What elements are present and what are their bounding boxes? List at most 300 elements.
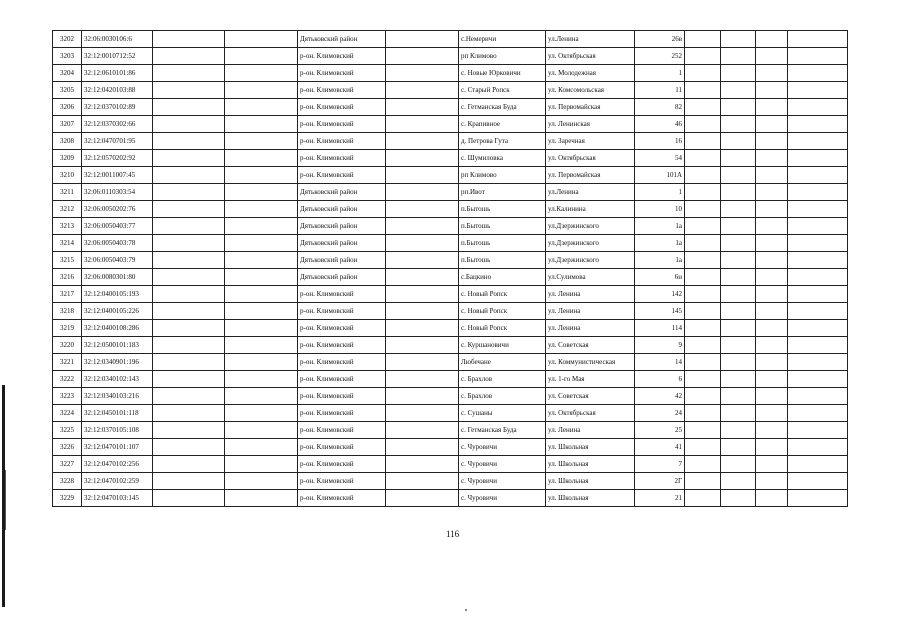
cell-empty: [225, 184, 298, 201]
cell-empty: [225, 167, 298, 184]
cell-cadastral: 32:12:0610101:86: [82, 65, 153, 82]
cell-house: 11: [635, 82, 685, 99]
cell-district: р-он. Климовский: [298, 320, 386, 337]
cell-empty: [153, 65, 225, 82]
cell-empty: [685, 337, 721, 354]
cell-house: 26в: [635, 31, 685, 48]
cell-settlement: с. Брахлов: [459, 388, 546, 405]
table-row: [53, 405, 848, 422]
cell-empty: [153, 473, 225, 490]
cell-settlement: с. Куршановичи: [459, 337, 546, 354]
cell-empty: [788, 320, 848, 337]
cell-empty: [788, 235, 848, 252]
cell-number: 3214: [53, 235, 82, 252]
cell-district: р-он. Климовский: [298, 303, 386, 320]
cell-number: 3205: [53, 82, 82, 99]
cell-empty: [153, 252, 225, 269]
cell-street: ул.Дзержинского: [546, 235, 635, 252]
cell-number: 3217: [53, 286, 82, 303]
cell-house: 114: [635, 320, 685, 337]
table-row: [53, 354, 848, 371]
cell-empty: [153, 48, 225, 65]
cell-cadastral: 32:12:0370102:89: [82, 99, 153, 116]
cell-empty: [721, 167, 756, 184]
cell-empty: [685, 252, 721, 269]
cell-house: 145: [635, 303, 685, 320]
cell-cadastral: 32:12:0340102:143: [82, 371, 153, 388]
cell-settlement: п.Бытошь: [459, 235, 546, 252]
cell-empty: [721, 388, 756, 405]
cell-number: 3215: [53, 252, 82, 269]
cell-settlement: рп.Ивот: [459, 184, 546, 201]
cell-house: 10: [635, 201, 685, 218]
cell-empty: [153, 303, 225, 320]
cell-empty: [788, 99, 848, 116]
cell-empty: [788, 201, 848, 218]
page-number: 116: [446, 529, 460, 539]
cell-district: Дятьковский район: [298, 235, 386, 252]
cell-settlement: с. Гетманская Буда: [459, 422, 546, 439]
cell-empty: [788, 439, 848, 456]
cell-number: 3212: [53, 201, 82, 218]
cell-empty: [685, 48, 721, 65]
cell-settlement: рп Климово: [459, 48, 546, 65]
cell-empty: [386, 320, 459, 337]
cell-house: 2Г: [635, 473, 685, 490]
cell-district: р-он. Климовский: [298, 473, 386, 490]
registry-rows: [53, 31, 848, 507]
cell-district: р-он. Климовский: [298, 150, 386, 167]
cell-empty: [225, 65, 298, 82]
cell-empty: [386, 167, 459, 184]
cell-cadastral: 32:12:0370105:108: [82, 422, 153, 439]
cell-house: 24: [635, 405, 685, 422]
cell-empty: [756, 422, 788, 439]
cell-street: ул. Школьная: [546, 473, 635, 490]
cell-empty: [788, 422, 848, 439]
cell-empty: [756, 354, 788, 371]
cell-empty: [386, 184, 459, 201]
cell-settlement: с. Крапивное: [459, 116, 546, 133]
cell-empty: [225, 405, 298, 422]
table-row: [53, 184, 848, 201]
cell-street: ул.Сулимова: [546, 269, 635, 286]
cell-number: 3229: [53, 490, 82, 507]
cell-empty: [386, 133, 459, 150]
cell-empty: [225, 456, 298, 473]
cell-empty: [386, 490, 459, 507]
cell-empty: [153, 133, 225, 150]
cell-street: ул. Ленина: [546, 303, 635, 320]
cell-empty: [386, 201, 459, 218]
table-row: [53, 31, 848, 48]
cell-empty: [756, 388, 788, 405]
scan-edge-tick: [5, 470, 6, 530]
cell-empty: [225, 388, 298, 405]
table-row: [53, 473, 848, 490]
cell-empty: [225, 422, 298, 439]
table-row: [53, 133, 848, 150]
cell-empty: [721, 184, 756, 201]
cell-district: р-он. Климовский: [298, 286, 386, 303]
cell-cadastral: 32:12:0570202:92: [82, 150, 153, 167]
cell-district: Дятьковский район: [298, 31, 386, 48]
cell-empty: [756, 82, 788, 99]
cell-empty: [685, 354, 721, 371]
cell-house: 9: [635, 337, 685, 354]
cell-empty: [788, 269, 848, 286]
cell-empty: [756, 405, 788, 422]
cell-empty: [788, 405, 848, 422]
cell-district: Дятьковский район: [298, 201, 386, 218]
cell-empty: [756, 150, 788, 167]
cell-empty: [685, 184, 721, 201]
cell-empty: [756, 439, 788, 456]
cell-empty: [721, 286, 756, 303]
cell-house: 1а: [635, 218, 685, 235]
cell-empty: [225, 286, 298, 303]
cell-empty: [225, 320, 298, 337]
cell-cadastral: 32:12:0420103:88: [82, 82, 153, 99]
cell-empty: [685, 456, 721, 473]
cell-empty: [386, 473, 459, 490]
table-row: [53, 65, 848, 82]
cell-street: ул. Октябрьская: [546, 48, 635, 65]
cell-empty: [756, 252, 788, 269]
cell-empty: [225, 490, 298, 507]
cell-cadastral: 32:06:0050403:79: [82, 252, 153, 269]
cell-empty: [788, 82, 848, 99]
cell-empty: [386, 116, 459, 133]
cell-house: 14: [635, 354, 685, 371]
cell-empty: [721, 99, 756, 116]
cell-empty: [756, 116, 788, 133]
table-row: [53, 439, 848, 456]
cell-empty: [788, 456, 848, 473]
cell-empty: [721, 116, 756, 133]
cell-empty: [225, 269, 298, 286]
cell-empty: [225, 150, 298, 167]
cell-number: 3213: [53, 218, 82, 235]
cell-house: 6н: [635, 269, 685, 286]
cell-settlement: с. Чуровичи: [459, 456, 546, 473]
cell-empty: [153, 405, 225, 422]
cell-empty: [685, 269, 721, 286]
cell-cadastral: 32:12:0470103:145: [82, 490, 153, 507]
cell-cadastral: 32:06:0050403:78: [82, 235, 153, 252]
cell-number: 3203: [53, 48, 82, 65]
cell-empty: [756, 269, 788, 286]
cell-settlement: с.Бацкино: [459, 269, 546, 286]
cell-street: ул. Октябрьская: [546, 150, 635, 167]
cell-district: р-он. Климовский: [298, 337, 386, 354]
table-row: [53, 371, 848, 388]
cell-empty: [685, 218, 721, 235]
cell-cadastral: 32:12:0450101:118: [82, 405, 153, 422]
cell-empty: [153, 218, 225, 235]
table-row: [53, 303, 848, 320]
table-row: [53, 252, 848, 269]
cell-empty: [685, 150, 721, 167]
cell-district: р-он. Климовский: [298, 388, 386, 405]
cell-empty: [788, 473, 848, 490]
cell-empty: [225, 354, 298, 371]
cell-number: 3223: [53, 388, 82, 405]
cell-empty: [721, 490, 756, 507]
cell-settlement: с. Сушаны: [459, 405, 546, 422]
table-row: [53, 48, 848, 65]
table-row: [53, 269, 848, 286]
cell-empty: [685, 133, 721, 150]
cell-number: 3225: [53, 422, 82, 439]
cell-empty: [225, 303, 298, 320]
cell-empty: [685, 303, 721, 320]
cell-empty: [386, 235, 459, 252]
cell-cadastral: 32:12:0400105:193: [82, 286, 153, 303]
cell-empty: [386, 48, 459, 65]
cell-empty: [386, 82, 459, 99]
cell-empty: [153, 184, 225, 201]
cell-cadastral: 32:12:0010712:52: [82, 48, 153, 65]
cell-empty: [225, 371, 298, 388]
cell-street: ул. Школьная: [546, 490, 635, 507]
cell-house: 42: [635, 388, 685, 405]
cell-empty: [153, 99, 225, 116]
cell-empty: [386, 456, 459, 473]
cell-settlement: рп Климово: [459, 167, 546, 184]
cell-empty: [788, 354, 848, 371]
cell-number: 3218: [53, 303, 82, 320]
cell-empty: [756, 473, 788, 490]
cell-district: Дятьковский район: [298, 269, 386, 286]
cell-empty: [153, 269, 225, 286]
cell-house: 1а: [635, 235, 685, 252]
cell-empty: [685, 422, 721, 439]
cell-empty: [153, 116, 225, 133]
cell-number: 3216: [53, 269, 82, 286]
cell-empty: [153, 388, 225, 405]
cell-empty: [386, 303, 459, 320]
cell-number: 3226: [53, 439, 82, 456]
cell-district: р-он. Климовский: [298, 82, 386, 99]
cell-district: р-он. Климовский: [298, 99, 386, 116]
cell-cadastral: 32:12:0470101:107: [82, 439, 153, 456]
table-row: [53, 422, 848, 439]
cell-empty: [685, 82, 721, 99]
cell-settlement: с. Новый Ропск: [459, 320, 546, 337]
cell-cadastral: 32:12:0340901:196: [82, 354, 153, 371]
cell-settlement: с. Брахлов: [459, 371, 546, 388]
cell-district: р-он. Климовский: [298, 167, 386, 184]
table-row: [53, 167, 848, 184]
cell-empty: [685, 167, 721, 184]
cell-empty: [153, 201, 225, 218]
cell-empty: [225, 439, 298, 456]
cell-empty: [225, 252, 298, 269]
cell-empty: [788, 65, 848, 82]
cell-empty: [721, 337, 756, 354]
cell-empty: [721, 82, 756, 99]
cell-empty: [721, 456, 756, 473]
cell-settlement: д. Петрова Гута: [459, 133, 546, 150]
cell-empty: [756, 303, 788, 320]
cell-settlement: с. Новые Юрковичи: [459, 65, 546, 82]
cell-cadastral: 32:12:0470701:95: [82, 133, 153, 150]
cell-cadastral: 32:06:0030106:6: [82, 31, 153, 48]
cell-empty: [788, 133, 848, 150]
cell-empty: [153, 439, 225, 456]
table-row: [53, 116, 848, 133]
cell-empty: [225, 99, 298, 116]
cell-empty: [721, 422, 756, 439]
table-row: [53, 320, 848, 337]
cell-empty: [721, 371, 756, 388]
cell-empty: [721, 235, 756, 252]
cell-empty: [685, 405, 721, 422]
cell-empty: [788, 490, 848, 507]
cell-street: ул.Дзержинского: [546, 252, 635, 269]
cell-number: 3228: [53, 473, 82, 490]
cell-house: 1: [635, 65, 685, 82]
table-row: [53, 388, 848, 405]
cell-number: 3207: [53, 116, 82, 133]
cell-empty: [788, 371, 848, 388]
cell-settlement: с. Новый Ропск: [459, 286, 546, 303]
cell-empty: [756, 65, 788, 82]
table-row: [53, 286, 848, 303]
cell-empty: [721, 218, 756, 235]
cell-empty: [788, 116, 848, 133]
cell-empty: [386, 337, 459, 354]
cell-district: р-он. Климовский: [298, 48, 386, 65]
cell-empty: [225, 82, 298, 99]
cell-number: 3210: [53, 167, 82, 184]
cell-empty: [756, 201, 788, 218]
cell-empty: [756, 337, 788, 354]
cell-district: р-он. Климовский: [298, 422, 386, 439]
cell-empty: [721, 354, 756, 371]
cell-house: 1а: [635, 252, 685, 269]
cell-cadastral: 32:06:0110303:54: [82, 184, 153, 201]
cell-district: Дятьковский район: [298, 184, 386, 201]
cell-empty: [386, 388, 459, 405]
cell-empty: [225, 48, 298, 65]
cell-empty: [386, 286, 459, 303]
cell-empty: [721, 150, 756, 167]
cell-empty: [756, 133, 788, 150]
cell-street: ул. Первомайская: [546, 99, 635, 116]
cell-empty: [386, 371, 459, 388]
cell-street: ул. Школьная: [546, 439, 635, 456]
cell-street: ул. Коммунистическая: [546, 354, 635, 371]
cell-settlement: п.Бытошь: [459, 252, 546, 269]
cell-street: ул. Заречная: [546, 133, 635, 150]
cell-cadastral: 32:06:0050403:77: [82, 218, 153, 235]
cell-empty: [685, 439, 721, 456]
cell-district: р-он. Климовский: [298, 133, 386, 150]
cell-empty: [756, 490, 788, 507]
cell-empty: [153, 456, 225, 473]
cell-number: 3209: [53, 150, 82, 167]
cell-number: 3202: [53, 31, 82, 48]
cell-empty: [721, 201, 756, 218]
cell-empty: [788, 303, 848, 320]
cell-empty: [721, 405, 756, 422]
cell-number: 3208: [53, 133, 82, 150]
cell-settlement: с. Шумиловка: [459, 150, 546, 167]
cell-house: 142: [635, 286, 685, 303]
cell-empty: [721, 303, 756, 320]
cell-empty: [153, 320, 225, 337]
cell-empty: [685, 320, 721, 337]
cell-empty: [788, 388, 848, 405]
cell-empty: [685, 31, 721, 48]
cell-number: 3211: [53, 184, 82, 201]
cell-street: ул. Молодежная: [546, 65, 635, 82]
cell-empty: [788, 48, 848, 65]
cell-district: р-он. Климовский: [298, 490, 386, 507]
scan-speck: [465, 609, 467, 611]
cell-empty: [386, 252, 459, 269]
cell-empty: [225, 133, 298, 150]
cell-empty: [721, 439, 756, 456]
cell-empty: [756, 235, 788, 252]
cell-empty: [225, 337, 298, 354]
cell-empty: [756, 99, 788, 116]
cell-empty: [386, 405, 459, 422]
cell-empty: [685, 473, 721, 490]
cell-district: р-он. Климовский: [298, 116, 386, 133]
cell-empty: [153, 422, 225, 439]
table-row: [53, 490, 848, 507]
cell-empty: [721, 320, 756, 337]
cell-district: р-он. Климовский: [298, 439, 386, 456]
cell-empty: [386, 422, 459, 439]
cell-cadastral: 32:06:0050202:76: [82, 201, 153, 218]
cell-empty: [721, 473, 756, 490]
cell-settlement: п.Бытошь: [459, 201, 546, 218]
cell-number: 3219: [53, 320, 82, 337]
table-row: [53, 201, 848, 218]
cell-cadastral: 32:12:0400105:226: [82, 303, 153, 320]
cell-empty: [386, 150, 459, 167]
cell-empty: [756, 371, 788, 388]
cell-street: ул. Первомайская: [546, 167, 635, 184]
cell-district: Дятьковский район: [298, 218, 386, 235]
cell-empty: [721, 65, 756, 82]
table-row: [53, 235, 848, 252]
cell-empty: [756, 218, 788, 235]
cell-empty: [756, 286, 788, 303]
cell-empty: [225, 201, 298, 218]
cell-house: 46: [635, 116, 685, 133]
table-row: [53, 99, 848, 116]
cell-empty: [756, 31, 788, 48]
cell-number: 3221: [53, 354, 82, 371]
cell-street: ул. Советская: [546, 337, 635, 354]
cell-empty: [386, 99, 459, 116]
cell-settlement: с. Новый Ропск: [459, 303, 546, 320]
cell-empty: [153, 31, 225, 48]
cell-empty: [685, 201, 721, 218]
cell-house: 25: [635, 422, 685, 439]
cell-street: ул. Ленина: [546, 320, 635, 337]
cell-street: ул. Ленина: [546, 422, 635, 439]
cell-empty: [788, 218, 848, 235]
cell-empty: [153, 82, 225, 99]
cell-empty: [685, 371, 721, 388]
cell-empty: [788, 167, 848, 184]
